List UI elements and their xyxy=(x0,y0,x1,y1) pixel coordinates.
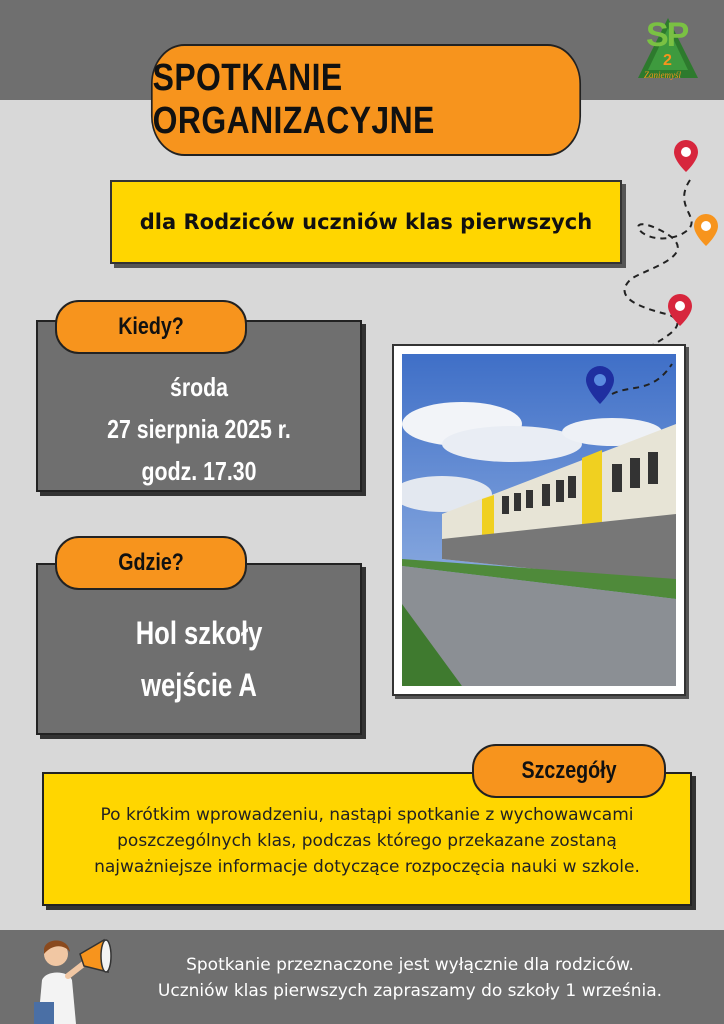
details-label: Szczegóły xyxy=(521,757,617,784)
logo-number: 2 xyxy=(663,52,672,69)
map-pin-red-icon xyxy=(668,294,692,326)
when-day: środa xyxy=(169,372,229,402)
details-line-1: Po krótkim wprowadzeniu, nastąpi spotkanie z wychowawcami xyxy=(100,805,634,825)
subtitle-box xyxy=(110,180,622,264)
footer-line-2: Uczniów klas pierwszych zapraszamy do szkoły 1 września. xyxy=(157,981,663,1001)
footer-line-1: Spotkanie przeznaczone jest wyłącznie dla rodziców. xyxy=(186,955,634,975)
details-line-2: poszczególnych klas, podczas którego przekazane zostaną xyxy=(117,831,617,851)
logo-school-name: Zaniemyśl xyxy=(644,70,681,80)
map-pin-orange-icon xyxy=(694,214,718,246)
where-place: Hol szkoły xyxy=(135,615,263,651)
when-label: Kiedy? xyxy=(118,313,184,340)
megaphone-woman-icon xyxy=(24,932,120,1024)
details-line-3: najważniejsze informacje dotyczące rozpoczęcia nauki w szkole. xyxy=(94,857,640,877)
where-label: Gdzie? xyxy=(118,549,184,576)
where-entrance: wejście A xyxy=(141,667,257,703)
school-photo xyxy=(392,344,686,696)
page-title: SPOTKANIE ORGANIZACYJNE xyxy=(152,57,435,142)
footer-text xyxy=(110,952,710,1004)
school-logo xyxy=(632,14,704,86)
subtitle-text: dla Rodziców uczniów klas pierwszych xyxy=(139,210,593,234)
when-date: 27 sierpnia 2025 r. xyxy=(107,414,291,444)
when-label-pill xyxy=(55,300,247,354)
title-banner xyxy=(151,44,581,156)
logo-letters: SP xyxy=(646,16,688,54)
when-time: godz. 17.30 xyxy=(141,456,257,486)
details-label-pill xyxy=(472,744,666,798)
where-label-pill xyxy=(55,536,247,590)
map-pin-red-icon xyxy=(674,140,698,172)
